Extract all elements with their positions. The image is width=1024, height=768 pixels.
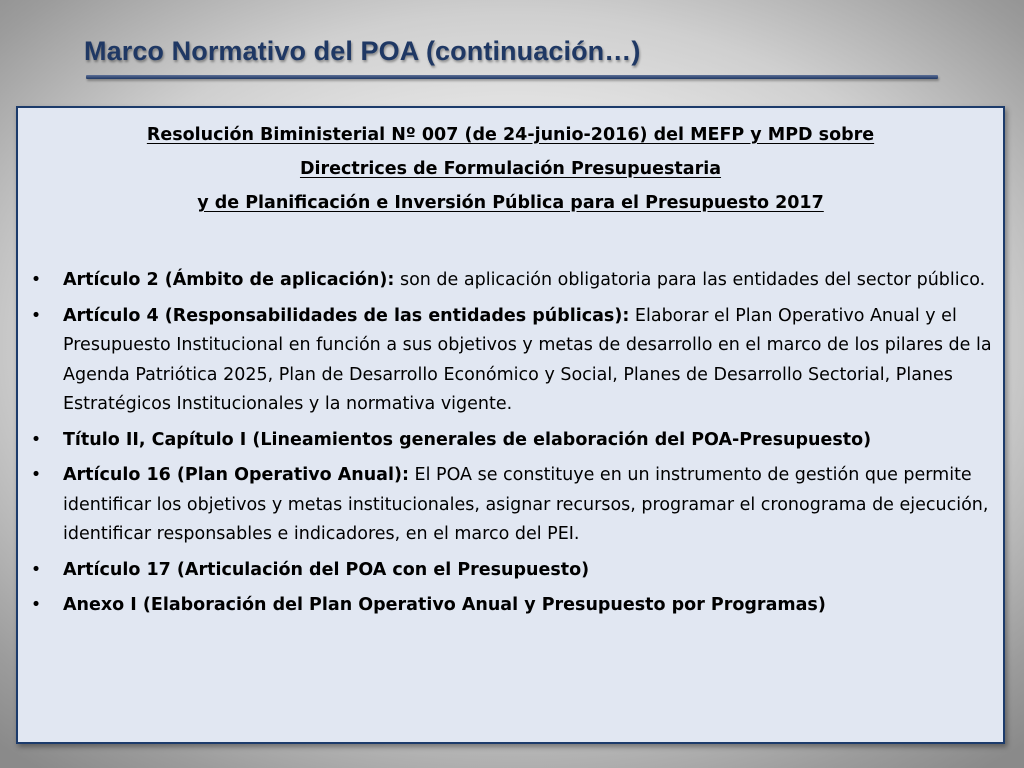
list-item-text: Elaborar el Plan Operativo Anual y el Presupuesto Institucional en función a sus objetivos y metas de desarrollo en el marco de los pilares de la Agenda Patriótica 2025, Plan de Desarrollo Económico y Social, Planes de Desarrollo Sectorial, Planes Estratégicos Institucionales y la normativa vigente.: [63, 305, 992, 414]
resolution-heading: [18, 118, 1003, 220]
list-item-text: son de aplicación obligatoria para las entidades del sector público.: [394, 270, 986, 290]
bullet-icon: •: [30, 270, 42, 290]
list-item-articulo-4: [26, 302, 996, 420]
article-bullet-list: [26, 266, 996, 627]
bullet-icon: •: [30, 559, 42, 580]
list-item-anexo-i: [26, 591, 996, 621]
resolution-line-1: Resolución Biministerial Nº 007 (de 24-junio-2016) del MEFP y MPD sobre: [146, 125, 875, 145]
list-item-heading: Artículo 16 (Plan Operativo Anual):: [63, 465, 409, 485]
list-item-heading: Título II, Capítulo I (Lineamientos generales de elaboración del POA-Presupuesto): [63, 429, 872, 450]
bullet-icon: •: [30, 429, 42, 450]
content-box: [16, 106, 1005, 744]
list-item-titulo-ii: [26, 426, 996, 456]
bullet-icon: •: [30, 305, 42, 326]
title-underline: [86, 75, 938, 79]
list-item-articulo-16: [26, 461, 996, 550]
bullet-icon: •: [30, 465, 42, 485]
list-item-text: El POA se constituye en un instrumento de gestión que permite identificar los objetivos y metas institucionales, asignar recursos, programar el cronograma de ejecución, identificar responsables e indicadores, en el marco del PEI.: [63, 465, 989, 544]
bullet-icon: •: [30, 595, 42, 615]
list-item-heading: Artículo 4 (Responsabilidades de las entidades públicas):: [63, 305, 630, 326]
slide-title: Marco Normativo del POA (continuación…): [84, 36, 641, 66]
list-item-heading: Anexo I (Elaboración del Plan Operativo Anual y Presupuesto por Programas): [63, 595, 826, 615]
list-item-articulo-17: [26, 556, 996, 586]
list-item-heading: Artículo 17 (Articulación del POA con el Presupuesto): [63, 559, 590, 580]
list-item-articulo-2: [26, 266, 996, 296]
resolution-line-2: Directrices de Formulación Presupuestaria: [299, 159, 722, 179]
list-item-heading: Artículo 2 (Ámbito de aplicación):: [63, 270, 395, 290]
resolution-line-3: y de Planificación e Inversión Pública para el Presupuesto 2017: [197, 193, 824, 213]
